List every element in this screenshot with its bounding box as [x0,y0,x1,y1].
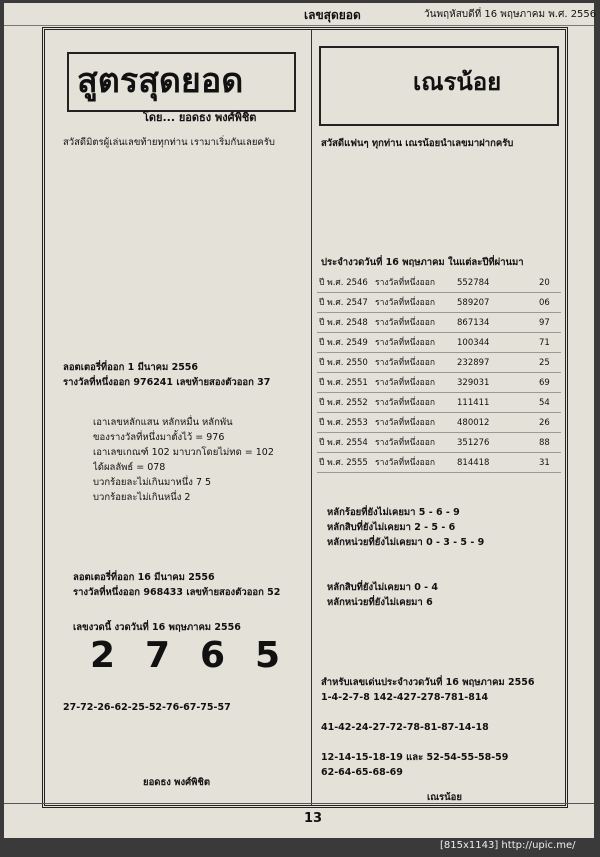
row-year: ปี พ.ศ. 2547 [319,298,368,308]
right-numbers: 62-64-65-68-69 [321,767,403,778]
right-intro: สวัสดีแฟนๆ ทุกท่าน เณรน้อยนำเลขมาฝากครับ [321,138,514,149]
row-last-two: 25 [539,358,550,368]
right-numbers: 1-4-2-7-8 142-427-278-781-814 [321,692,489,703]
right-numbers: 12-14-15-18-19 และ 52-54-55-58-59 [321,752,509,763]
hint-line: หลักสิบที่ยังไม่เคยมา 2 - 5 - 6 [327,522,456,533]
row-label: รางวัลที่หนึ่งออก [375,358,435,368]
lucky-pairs: 27-72-26-62-25-52-76-67-75-57 [63,702,231,713]
history-row [317,453,561,473]
row-label: รางวัลที่หนึ่งออก [375,438,435,448]
hint-line: หลักสิบที่ยังไม่เคยมา 0 - 4 [327,582,439,593]
left-intro: สวัสดีมิตรผู้เล่นเลขท้ายทุกท่าน เรามาเริ่มกันเลยครับ [63,137,275,148]
left-signature: ยอดธง พงศ์พิชิต [143,777,210,788]
row-label: รางวัลที่หนึ่งออก [375,398,435,408]
right-title: เณรน้อย [413,68,502,96]
content-frame [42,27,568,808]
calc-line: ได้ผลลัพธ์ = 078 [93,462,166,473]
watermark: [815x1143] http://upic.me/ [440,840,576,851]
row-label: รางวัลที่หนึ่งออก [375,418,435,428]
row-last-two: 31 [539,458,550,468]
row-year: ปี พ.ศ. 2549 [319,338,368,348]
lucky-digit: 7 [144,635,171,676]
row-first-prize: 329031 [457,378,490,388]
row-label: รางวัลที่หนึ่งออก [375,458,435,468]
history-row [317,313,561,333]
lucky-digit: 6 [199,635,226,676]
header-date: วันพฤหัสบดีที่ 16 พฤษภาคม พ.ศ. 2556 [424,9,597,20]
row-year: ปี พ.ศ. 2548 [319,318,368,328]
right-section-1: สำหรับเลขเด่นประจำงวดวันที่ 16 พฤษภาคม 2556 [321,677,535,688]
left-section-4: รางวัลที่หนึ่งออก 968433 เลขท้ายสองตัวออก 52 [73,587,281,598]
calc-line: บวกร้อยละไม่เกินมาหนึ่ง 7 5 [93,477,212,488]
history-row [317,373,561,393]
page-header [4,3,597,26]
row-label: รางวัลที่หนึ่งออก [375,378,435,388]
calc-line: ของรางวัลที่หนึ่งมาตั้งไว้ = 976 [93,432,225,443]
hint-line: หลักหน่วยที่ยังไม่เคยมา 6 [327,597,433,608]
row-label: รางวัลที่หนึ่งออก [375,278,435,288]
header-title: เลขสุดยอด [304,8,361,22]
left-section-1: ลอตเตอรี่ที่ออก 1 มีนาคม 2556 [63,362,199,373]
row-year: ปี พ.ศ. 2550 [319,358,368,368]
row-year: ปี พ.ศ. 2551 [319,378,368,388]
row-first-prize: 589207 [457,298,490,308]
row-label: รางวัลที่หนึ่งออก [375,338,435,348]
row-label: รางวัลที่หนึ่งออก [375,318,435,328]
row-first-prize: 867134 [457,318,490,328]
right-column [317,30,561,805]
row-year: ปี พ.ศ. 2555 [319,458,368,468]
row-last-two: 71 [539,338,550,348]
calc-line: เอาเลขหลักแสน หลักหมื่น หลักพัน [93,417,233,428]
row-year: ปี พ.ศ. 2553 [319,418,368,428]
row-first-prize: 100344 [457,338,490,348]
left-section-5: เลขงวดนี้ งวดวันที่ 16 พฤษภาคม 2556 [73,622,241,633]
left-title: สูตรสุดยอด [77,61,244,101]
left-section-3: ลอตเตอรี่ที่ออก 16 มีนาคม 2556 [73,572,215,583]
left-section-2: รางวัลที่หนึ่งออก 976241 เลขท้ายสองตัวออก 37 [63,377,271,388]
page-number: 13 [304,811,323,826]
row-first-prize: 351276 [457,438,490,448]
row-last-two: 69 [539,378,550,388]
row-year: ปี พ.ศ. 2546 [319,278,368,288]
history-row [317,413,561,433]
row-first-prize: 232897 [457,358,490,368]
hint-line: หลักร้อยที่ยังไม่เคยมา 5 - 6 - 9 [327,507,460,518]
row-year: ปี พ.ศ. 2554 [319,438,368,448]
row-label: รางวัลที่หนึ่งออก [375,298,435,308]
row-last-two: 20 [539,278,550,288]
history-row [317,333,561,353]
lucky-digit: 2 [89,635,116,676]
calc-line: เอาเลขเกณฑ์ 102 มาบวกโดยไม่ทด = 102 [93,447,274,458]
lucky-digit: 5 [254,635,281,676]
byline: โดย... ยอดธง พงศ์พิชิต [143,111,257,124]
row-last-two: 54 [539,398,550,408]
right-title-box [319,46,559,126]
history-row [317,273,561,293]
newspaper-page [4,3,597,838]
page-footer [4,803,594,839]
stats-title: ประจำงวดวันที่ 16 พฤษภาคม ในแต่ละปีที่ผ่านมา [321,257,524,268]
right-numbers: 41-42-24-27-72-78-81-87-14-18 [321,722,489,733]
history-row [317,293,561,313]
history-row [317,393,561,413]
row-last-two: 97 [539,318,550,328]
history-row [317,433,561,453]
right-signature: เณรน้อย [427,792,462,803]
left-column [53,30,309,805]
calc-line: บวกร้อยละไม่เกินหนึ่ง 2 [93,492,191,503]
row-first-prize: 480012 [457,418,490,428]
left-title-box [67,52,296,112]
column-divider [311,30,312,805]
hint-line: หลักหน่วยที่ยังไม่เคยมา 0 - 3 - 5 - 9 [327,537,485,548]
row-last-two: 06 [539,298,550,308]
row-first-prize: 111411 [457,398,490,408]
lucky-digits [75,635,305,684]
row-first-prize: 552784 [457,278,490,288]
row-year: ปี พ.ศ. 2552 [319,398,368,408]
row-first-prize: 814418 [457,458,490,468]
history-row [317,353,561,373]
row-last-two: 26 [539,418,550,428]
row-last-two: 88 [539,438,550,448]
history-table [317,273,561,473]
